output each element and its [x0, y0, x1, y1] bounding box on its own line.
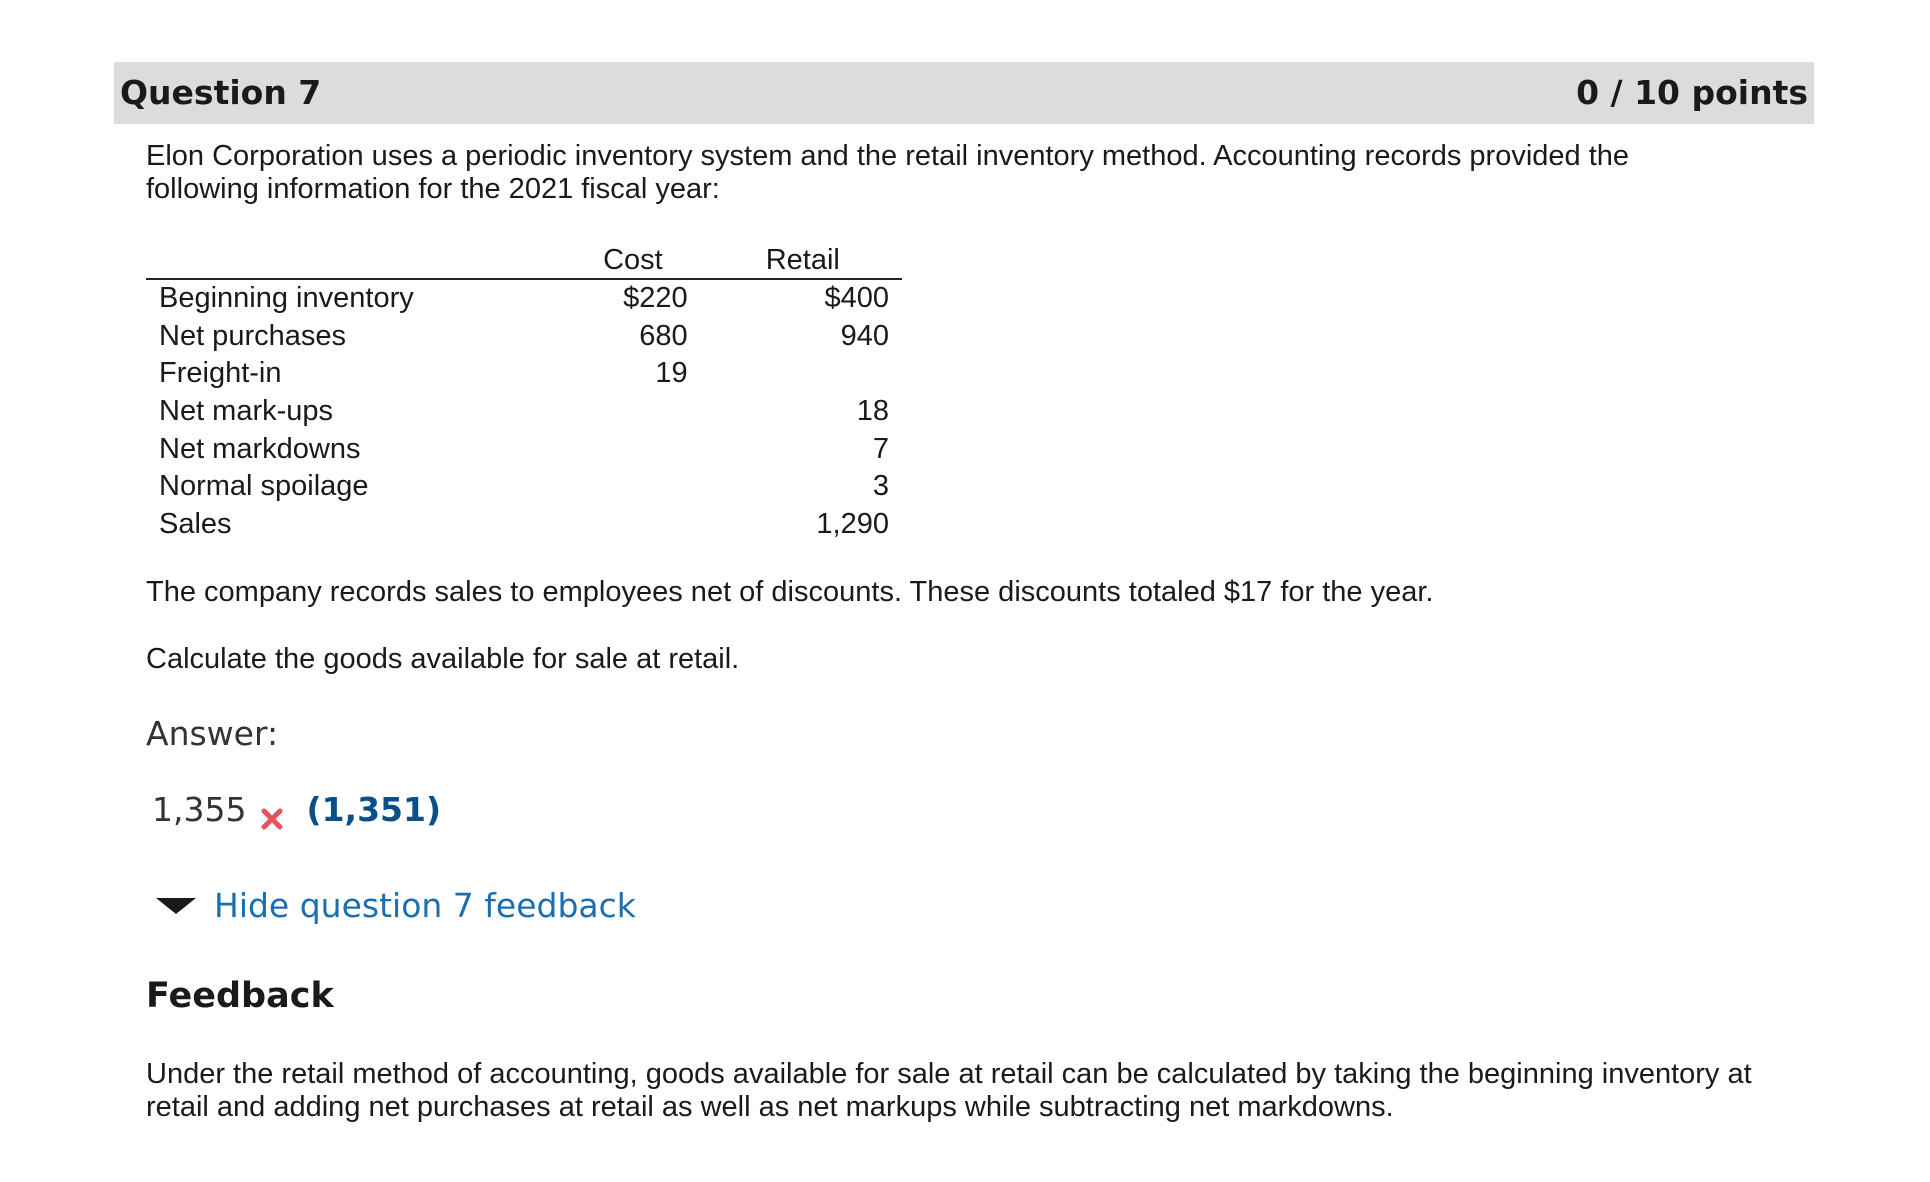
- row-cost: [550, 430, 687, 468]
- question-header: [114, 62, 1814, 124]
- table-row: [146, 355, 902, 393]
- row-label: Net purchases: [159, 319, 346, 352]
- question-prompt: Calculate the goods available for sale at retail.: [146, 643, 740, 675]
- correct-answer: (1,351): [306, 790, 442, 829]
- row-label: Sales: [159, 507, 232, 540]
- row-label: Beginning inventory: [159, 282, 414, 315]
- question-points: 0 / 10 points: [1576, 73, 1808, 112]
- row-cost: 680: [639, 319, 688, 352]
- row-cost: [550, 393, 687, 431]
- row-cost: [550, 468, 687, 506]
- row-retail: 1,290: [816, 507, 889, 540]
- question-intro: Elon Corporation uses a periodic inventory system and the retail inventory method. Accounting records provided the following information for the 2021 fiscal year:: [146, 140, 1630, 205]
- row-retail: 940: [840, 319, 889, 352]
- feedback-heading: Feedback: [146, 976, 334, 1016]
- question-title: Question 7: [120, 73, 322, 112]
- row-label: Net markdowns: [159, 432, 361, 465]
- row-label: Net mark-ups: [159, 395, 334, 428]
- table-row: [146, 430, 902, 468]
- row-cost: [550, 506, 687, 544]
- table-header-label: [146, 242, 550, 279]
- row-retail: 3: [872, 470, 889, 503]
- row-label: Normal spoilage: [159, 470, 369, 503]
- table-header-retail: Retail: [688, 242, 902, 279]
- table-header-row: [146, 242, 902, 279]
- inventory-table: [146, 242, 902, 543]
- discount-note: The company records sales to employees net of discounts. These discounts totaled $17 for the year.: [146, 576, 1434, 608]
- answer-label: Answer:: [146, 714, 279, 753]
- table-row: [146, 318, 902, 356]
- row-retail: 18: [856, 395, 889, 428]
- answer-row: [152, 790, 441, 829]
- row-retail: $400: [824, 282, 889, 315]
- row-retail: [688, 355, 902, 393]
- row-retail: 7: [872, 432, 889, 465]
- table-header-cost: Cost: [550, 242, 687, 279]
- table-row: [146, 393, 902, 431]
- row-label: Freight-in: [159, 357, 282, 390]
- row-cost: $220: [623, 282, 688, 315]
- row-cost: 19: [655, 357, 688, 390]
- submitted-answer: 1,355: [152, 790, 247, 829]
- hide-feedback-link[interactable]: Hide question 7 feedback: [214, 886, 636, 925]
- hide-feedback-toggle[interactable]: [156, 886, 636, 925]
- table-row: [146, 468, 902, 506]
- wrong-x-icon: [260, 800, 284, 824]
- feedback-text: Under the retail method of accounting, goods available for sale at retail can be calculated by taking the beginning inventory at retail and adding net purchases at retail as well as net markups while subtracting net markdowns.: [146, 1058, 1752, 1123]
- table-row: [146, 279, 902, 318]
- table-row: [146, 506, 902, 544]
- triangle-down-icon: [156, 898, 196, 914]
